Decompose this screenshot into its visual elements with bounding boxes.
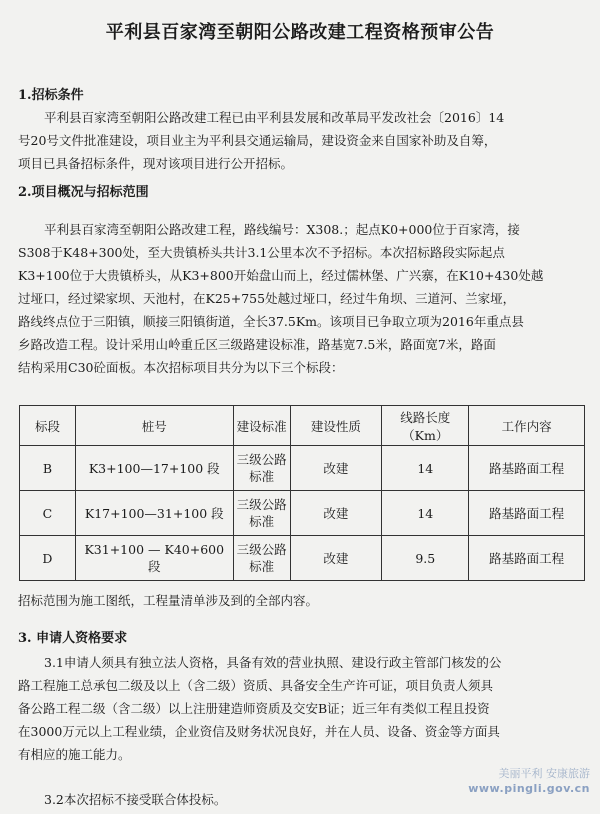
cell-nature: 改建 bbox=[290, 446, 382, 491]
text-line: 号20号文件批准建设，项目业主为平利县交通运输局，建设资金来自国家补助及自筹， bbox=[18, 133, 497, 148]
header-standard: 建设标准 bbox=[233, 406, 290, 446]
bid-sections-table bbox=[19, 405, 585, 581]
text-line: 在3000万元以上工程业绩，企业资信及财务状况良好，并在人员、设备、资金等方面具 bbox=[18, 724, 500, 739]
cell-standard: 三级公路标准 bbox=[233, 491, 290, 536]
text-line: 结构采用C30砼面板。本次招标项目共分为以下三个标段： bbox=[18, 360, 344, 375]
cell-length: 14 bbox=[382, 491, 469, 536]
text-line: 过垭口，经过梁家坝、天池村，在K25+755处越过垭口，经过牛角坝、三道河、兰家垭， bbox=[18, 291, 516, 306]
cell-nature: 改建 bbox=[290, 491, 382, 536]
text-line: 3.1申请人须具有独立法人资格，具备有效的营业执照、建设行政主管部门核发的公 bbox=[44, 655, 502, 670]
page-title: 平利县百家湾至朝阳公路改建工程资格预审公告 bbox=[105, 22, 495, 43]
cell-length: 14 bbox=[382, 446, 469, 491]
text-line: 乡路改造工程。设计采用山岭重丘区三级路建设标准，路基宽7.5米，路面宽7米，路面 bbox=[18, 337, 496, 352]
watermark-text: 美丽平利 安康旅游 bbox=[498, 767, 590, 780]
site-watermark bbox=[468, 766, 590, 796]
section-1-heading: 1.招标条件 bbox=[18, 88, 84, 103]
text-line: 平利县百家湾至朝阳公路改建工程，路线编号：X308.；起点K0+000位于百家湾，接 bbox=[44, 222, 520, 237]
cell-standard: 三级公路标准 bbox=[233, 536, 290, 581]
section-2-text bbox=[18, 218, 586, 379]
text-line: 平利县百家湾至朝阳公路改建工程已由平利县发展和改革局平发改社会〔2016〕14 bbox=[44, 110, 505, 125]
scope-note: 招标范围为施工图纸，工程量清单涉及到的全部内容。 bbox=[18, 593, 319, 608]
cell-nature: 改建 bbox=[290, 536, 382, 581]
cell-section: D bbox=[20, 536, 76, 581]
cell-content: 路基路面工程 bbox=[469, 446, 585, 491]
cell-content: 路基路面工程 bbox=[469, 536, 585, 581]
table-row bbox=[20, 536, 585, 581]
text-line: 备公路工程二级（含二级）以上注册建造师资质及交安B证；近三年有类似工程且投资 bbox=[18, 701, 490, 716]
header-content: 工作内容 bbox=[469, 406, 585, 446]
cell-section: B bbox=[20, 446, 76, 491]
watermark-url: www.pingli.gov.cn bbox=[468, 782, 590, 795]
text-line: S308于K48+300处，至大贵镇桥头共计3.1公里本次不予招标。本次招标路段实际起点 bbox=[18, 245, 505, 260]
text-line: 3.2本次招标不接受联合体投标。 bbox=[44, 792, 227, 807]
text-line: K3+100位于大贵镇桥头，从K3+800开始盘山而上，经过儒林堡、广兴寨，在K10+430处越 bbox=[18, 268, 544, 283]
cell-stake: K31+100 — K40+600 段 bbox=[75, 536, 233, 581]
section-2-heading: 2.项目概况与招标范围 bbox=[18, 185, 149, 200]
text-line: 路线终点位于三阳镇，顺接三阳镇街道，全长37.5Km。该项目已争取立项为2016年重点县 bbox=[18, 314, 524, 329]
table-header-row bbox=[20, 406, 585, 446]
cell-length: 9.5 bbox=[382, 536, 469, 581]
table-row bbox=[20, 491, 585, 536]
cell-section: C bbox=[20, 491, 76, 536]
section-3-heading: 3. 申请人资格要求 bbox=[18, 631, 128, 646]
header-section: 标段 bbox=[20, 406, 76, 446]
section-3-text bbox=[18, 651, 586, 766]
text-line: 有相应的施工能力。 bbox=[18, 747, 131, 762]
text-line: 路工程施工总承包二级及以上（含二级）资质、具备安全生产许可证，项目负责人须具 bbox=[18, 678, 494, 693]
cell-standard: 三级公路标准 bbox=[233, 446, 290, 491]
header-length: 线路长度（Km） bbox=[382, 406, 469, 446]
table-row bbox=[20, 446, 585, 491]
cell-stake: K17+100—31+100 段 bbox=[75, 491, 233, 536]
text-line: 项目已具备招标条件，现对该项目进行公开招标。 bbox=[18, 156, 294, 171]
section-1-text bbox=[18, 106, 586, 175]
header-nature: 建设性质 bbox=[290, 406, 382, 446]
cell-stake: K3+100—17+100 段 bbox=[75, 446, 233, 491]
cell-content: 路基路面工程 bbox=[469, 491, 585, 536]
header-stake: 桩号 bbox=[75, 406, 233, 446]
